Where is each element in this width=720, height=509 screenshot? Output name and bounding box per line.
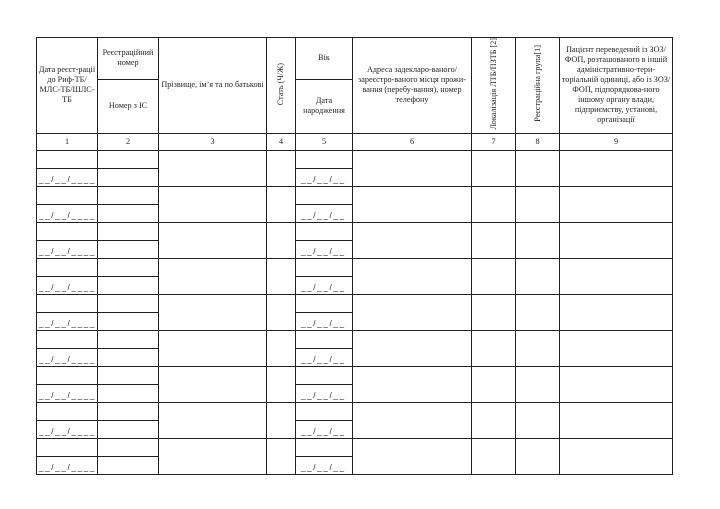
reg-number-cell[interactable]	[98, 330, 159, 348]
reg-group-cell[interactable]	[516, 366, 560, 402]
column-number: 7	[472, 133, 516, 150]
address-cell[interactable]	[353, 294, 472, 330]
age-cell[interactable]	[296, 438, 353, 456]
header-reg-group-label: Реєстраційна група[1]	[532, 45, 542, 123]
sex-cell[interactable]	[267, 438, 296, 474]
record-row-top	[37, 150, 673, 168]
localization-cell[interactable]	[472, 438, 516, 474]
localization-cell[interactable]	[472, 366, 516, 402]
address-cell[interactable]	[353, 438, 472, 474]
sex-cell[interactable]	[267, 222, 296, 258]
record-row-top	[37, 186, 673, 204]
reg-number-cell[interactable]	[98, 366, 159, 384]
localization-cell[interactable]	[472, 330, 516, 366]
full-name-cell[interactable]	[159, 258, 267, 294]
header-reg-number: Реєстраційний номер	[98, 38, 159, 80]
localization-cell[interactable]	[472, 258, 516, 294]
transfer-cell[interactable]	[560, 294, 673, 330]
reg-date-field[interactable]: __/__/____	[37, 276, 98, 294]
reg-date-field[interactable]: __/__/____	[37, 420, 98, 438]
header-full-name: Прізвище, ім’я та по батькові	[159, 38, 267, 134]
header-reg-date: Дата реєст-рації до Риф-ТБ/МЛС-ТБ/ШЛС-ТБ	[37, 38, 98, 134]
is-number-cell[interactable]	[98, 240, 159, 258]
is-number-cell[interactable]	[98, 312, 159, 330]
record-row-top	[37, 438, 673, 456]
is-number-cell[interactable]	[98, 348, 159, 366]
birth-date-field[interactable]: __/__/__	[296, 420, 353, 438]
is-number-cell[interactable]	[98, 276, 159, 294]
is-number-cell[interactable]	[98, 384, 159, 402]
reg-date-empty-cell[interactable]	[37, 222, 98, 240]
age-cell[interactable]	[296, 222, 353, 240]
reg-group-cell[interactable]	[516, 294, 560, 330]
reg-number-cell[interactable]	[98, 150, 159, 168]
record-rows	[37, 150, 673, 474]
reg-number-cell[interactable]	[98, 294, 159, 312]
record-row-top	[37, 366, 673, 384]
birth-date-field[interactable]: __/__/__	[296, 276, 353, 294]
address-cell[interactable]	[353, 258, 472, 294]
column-number-row	[37, 133, 673, 150]
age-cell[interactable]	[296, 186, 353, 204]
transfer-cell[interactable]	[560, 258, 673, 294]
reg-group-cell[interactable]	[516, 402, 560, 438]
header-localization-label: Локалізація ЛТБ/ПЗТБ [2]	[488, 38, 498, 130]
reg-number-cell[interactable]	[98, 186, 159, 204]
reg-date-empty-cell[interactable]	[37, 186, 98, 204]
reg-date-field[interactable]: __/__/____	[37, 204, 98, 222]
localization-cell[interactable]	[472, 186, 516, 222]
birth-date-field[interactable]: __/__/__	[296, 348, 353, 366]
address-cell[interactable]	[353, 222, 472, 258]
full-name-cell[interactable]	[159, 330, 267, 366]
header-sex-label: Стать (Ч/Ж)	[276, 62, 285, 105]
sex-cell[interactable]	[267, 330, 296, 366]
header-address: Адреса задеклaро-ваного/зареєстро-ваного місця прожи-вання (перебу-вання), номер телефону	[353, 38, 472, 134]
reg-group-cell[interactable]	[516, 222, 560, 258]
age-cell[interactable]	[296, 150, 353, 168]
is-number-cell[interactable]	[98, 456, 159, 474]
reg-date-empty-cell[interactable]	[37, 438, 98, 456]
full-name-cell[interactable]	[159, 402, 267, 438]
reg-date-empty-cell[interactable]	[37, 258, 98, 276]
reg-number-cell[interactable]	[98, 438, 159, 456]
record-row-top	[37, 330, 673, 348]
is-number-cell[interactable]	[98, 420, 159, 438]
reg-date-field[interactable]: __/__/____	[37, 456, 98, 474]
reg-date-field[interactable]: __/__/____	[37, 348, 98, 366]
reg-date-empty-cell[interactable]	[37, 294, 98, 312]
header-sex	[267, 38, 296, 134]
header-transfer: Пацієнт переведений із ЗОЗ/ФОП, розташованого в іншій адміністративно-тери-торіальній одиниці, або із ЗОЗ/ФОП, підпорядкова-ного іншому органу влади, підприємству, установі, організації	[560, 38, 673, 134]
reg-date-field[interactable]: __/__/____	[37, 168, 98, 186]
reg-date-field[interactable]: __/__/____	[37, 312, 98, 330]
reg-date-field[interactable]: __/__/____	[37, 240, 98, 258]
age-cell[interactable]	[296, 294, 353, 312]
transfer-cell[interactable]	[560, 186, 673, 222]
header-is-number: Номер з ІС	[98, 79, 159, 133]
birth-date-field[interactable]: __/__/__	[296, 240, 353, 258]
header-localization	[472, 38, 516, 134]
reg-date-empty-cell[interactable]	[37, 150, 98, 168]
address-cell[interactable]	[353, 186, 472, 222]
age-cell[interactable]	[296, 366, 353, 384]
record-row-top	[37, 294, 673, 312]
address-cell[interactable]	[353, 402, 472, 438]
column-number: 8	[516, 133, 560, 150]
reg-group-cell[interactable]	[516, 438, 560, 474]
column-number: 6	[353, 133, 472, 150]
localization-cell[interactable]	[472, 222, 516, 258]
record-row-top	[37, 258, 673, 276]
transfer-cell[interactable]	[560, 366, 673, 402]
full-name-cell[interactable]	[159, 150, 267, 186]
reg-group-cell[interactable]	[516, 330, 560, 366]
column-number: 1	[37, 133, 98, 150]
reg-date-empty-cell[interactable]	[37, 330, 98, 348]
header-birth-date: Дата народження	[296, 79, 353, 133]
sex-cell[interactable]	[267, 366, 296, 402]
sex-cell[interactable]	[267, 294, 296, 330]
full-name-cell[interactable]	[159, 222, 267, 258]
transfer-cell[interactable]	[560, 438, 673, 474]
birth-date-field[interactable]: __/__/__	[296, 168, 353, 186]
sex-cell[interactable]	[267, 186, 296, 222]
transfer-cell[interactable]	[560, 402, 673, 438]
address-cell[interactable]	[353, 330, 472, 366]
sex-cell[interactable]	[267, 150, 296, 186]
transfer-cell[interactable]	[560, 222, 673, 258]
reg-number-cell[interactable]	[98, 258, 159, 276]
localization-cell[interactable]	[472, 402, 516, 438]
patient-register-table	[36, 37, 673, 475]
is-number-cell[interactable]	[98, 168, 159, 186]
age-cell[interactable]	[296, 330, 353, 348]
record-row-top	[37, 222, 673, 240]
reg-date-empty-cell[interactable]	[37, 366, 98, 384]
record-row-top	[37, 402, 673, 420]
localization-cell[interactable]	[472, 294, 516, 330]
column-number: 3	[159, 133, 267, 150]
reg-group-cell[interactable]	[516, 150, 560, 186]
birth-date-field[interactable]: __/__/__	[296, 456, 353, 474]
reg-number-cell[interactable]	[98, 222, 159, 240]
sex-cell[interactable]	[267, 258, 296, 294]
column-number: 5	[296, 133, 353, 150]
reg-group-cell[interactable]	[516, 258, 560, 294]
full-name-cell[interactable]	[159, 438, 267, 474]
transfer-cell[interactable]	[560, 330, 673, 366]
reg-number-cell[interactable]	[98, 402, 159, 420]
birth-date-field[interactable]: __/__/__	[296, 204, 353, 222]
transfer-cell[interactable]	[560, 150, 673, 186]
reg-date-empty-cell[interactable]	[37, 402, 98, 420]
full-name-cell[interactable]	[159, 186, 267, 222]
header-reg-group	[516, 38, 560, 134]
age-cell[interactable]	[296, 402, 353, 420]
reg-date-field[interactable]: __/__/____	[37, 384, 98, 402]
column-number: 4	[267, 133, 296, 150]
address-cell[interactable]	[353, 366, 472, 402]
address-cell[interactable]	[353, 150, 472, 186]
localization-cell[interactable]	[472, 150, 516, 186]
column-number: 9	[560, 133, 673, 150]
header-age: Вік	[296, 38, 353, 80]
column-number: 2	[98, 133, 159, 150]
full-name-cell[interactable]	[159, 366, 267, 402]
reg-group-cell[interactable]	[516, 186, 560, 222]
birth-date-field[interactable]: __/__/__	[296, 312, 353, 330]
sex-cell[interactable]	[267, 402, 296, 438]
birth-date-field[interactable]: __/__/__	[296, 384, 353, 402]
full-name-cell[interactable]	[159, 294, 267, 330]
is-number-cell[interactable]	[98, 204, 159, 222]
age-cell[interactable]	[296, 258, 353, 276]
